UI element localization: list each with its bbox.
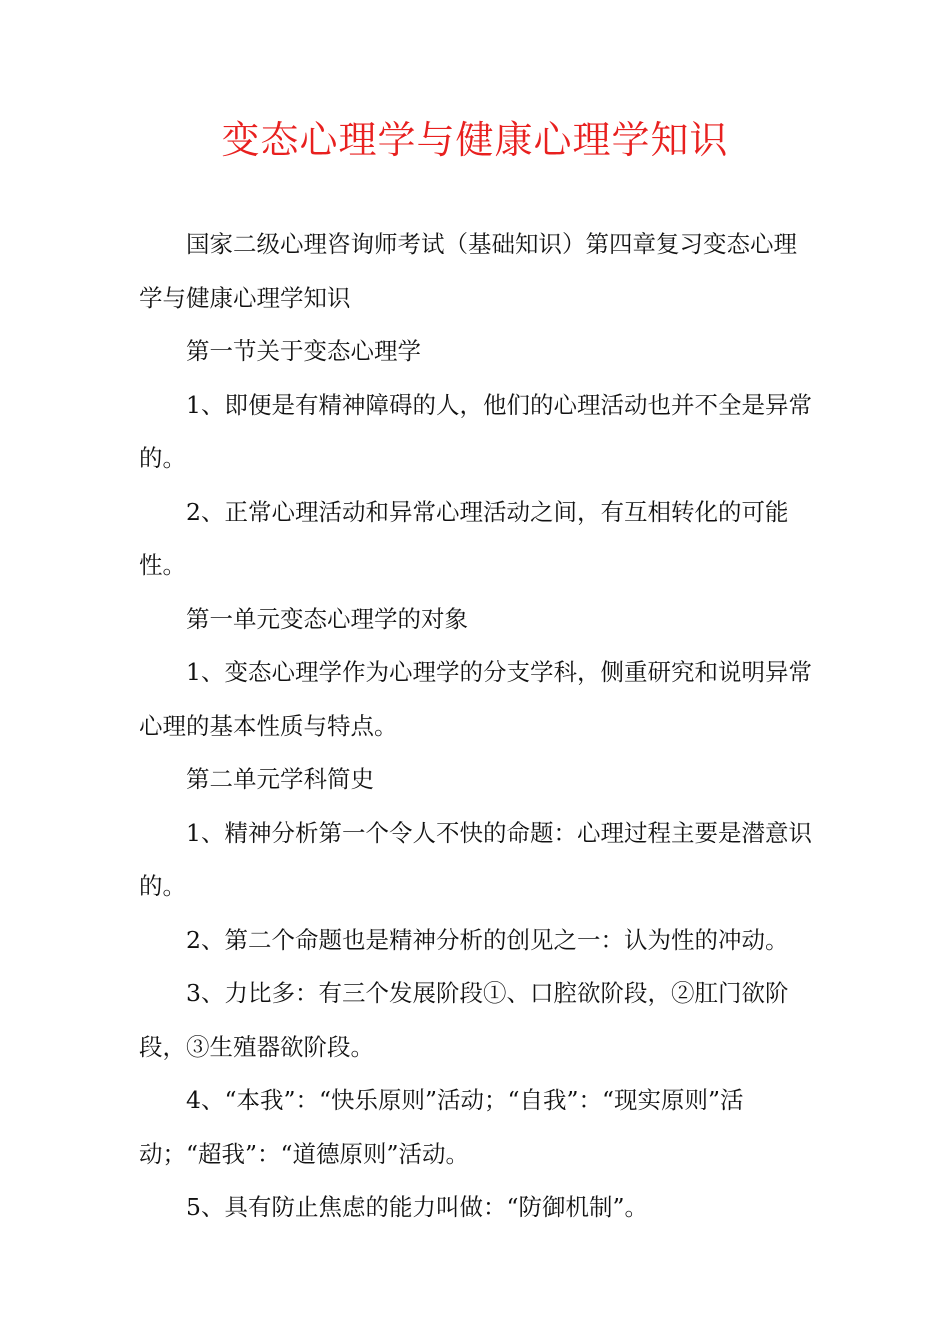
section-heading: 第一节关于变态心理学 bbox=[186, 337, 421, 365]
paragraph: 1、变态心理学作为心理学的分支学科，侧重研究和说明异常心理的基本性质与特点。 bbox=[139, 658, 812, 740]
document-body bbox=[139, 218, 819, 1235]
unit-heading: 第一单元变态心理学的对象 bbox=[186, 604, 468, 633]
document-title: 变态心理学与健康心理学知识 bbox=[221, 118, 729, 162]
paragraph: 3、力比多：有三个发展阶段①、口腔欲阶段，②肛门欲阶段，③生殖器欲阶段。 bbox=[139, 979, 789, 1061]
paragraph: 2、正常心理活动和异常心理活动之间，有互相转化的可能性。 bbox=[139, 497, 789, 579]
paragraph: 4、“本我”：“快乐原则”活动；“自我”：“现实原则”活动；“超我”：“道德原则”活动。 bbox=[139, 1086, 744, 1168]
paragraph: 1、即便是有精神障碍的人，他们的心理活动也并不全是异常的。 bbox=[139, 390, 812, 472]
paragraph: 1、精神分析第一个令人不快的命题：心理过程主要是潜意识的。 bbox=[139, 818, 812, 900]
paragraph-intro: 国家二级心理咨询师考试（基础知识）第四章复习变态心理学与健康心理学知识 bbox=[139, 230, 797, 312]
paragraph: 5、具有防止焦虑的能力叫做：“防御机制”。 bbox=[186, 1193, 648, 1221]
unit-heading: 第二单元学科简史 bbox=[186, 765, 374, 793]
paragraph: 2、第二个命题也是精神分析的创见之一：认为性的冲动。 bbox=[186, 925, 789, 954]
